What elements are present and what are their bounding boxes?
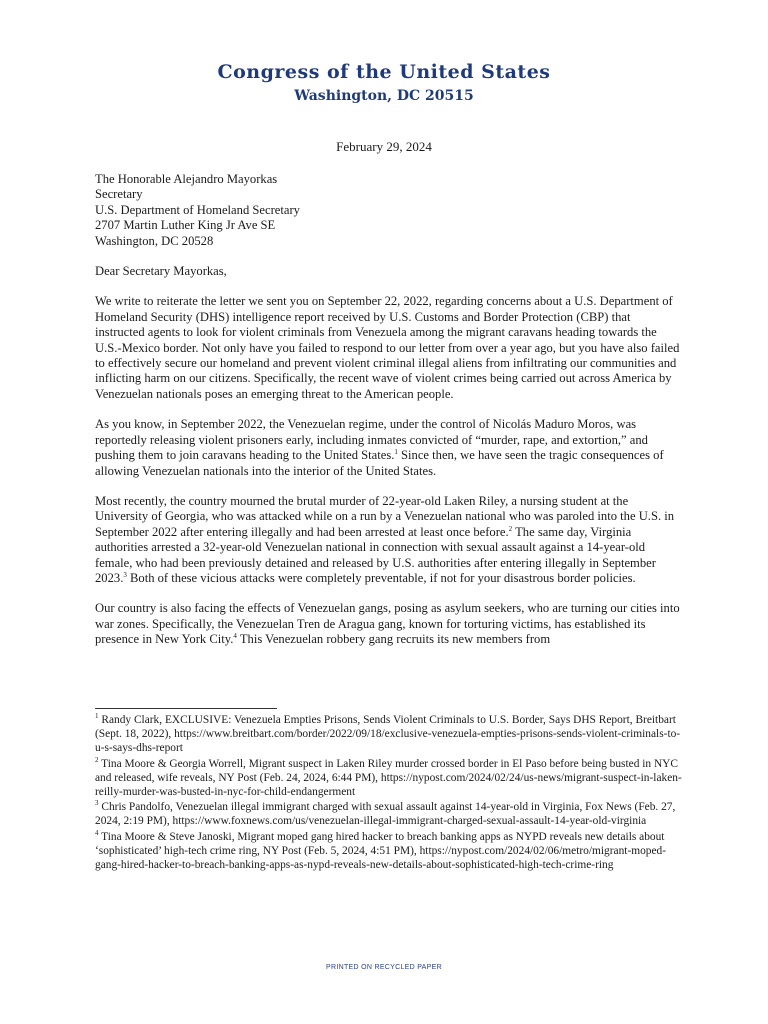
footnote-1 [95,713,685,756]
footnote-ref-1: 1 [394,447,398,456]
footnote-3 [95,800,685,828]
footnote-4 [95,830,685,873]
footnote-text: Randy Clark, EXCLUSIVE: Venezuela Empties Prisons, Sends Violent Criminals to U.S. Border, Says DHS Report, Breitbart (Sept. 18, 2022), https://www.breitbart.com/border/2022/09/18/exclusive-venezuela-empties-prisons-sends-violent-criminals-to-u-s-says-dhs-report [95,714,681,755]
footnote-number: 2 [95,755,99,764]
footnote-text: Tina Moore & Steve Janoski, Migrant moped gang hired hacker to breach banking apps as NYPD reveals new details about ‘sophisticated’ high-tech crime ring, NY Post (Feb. 5, 2024, 4:51 PM), https://nypost.com/2024/02/06/metro/migrant-moped-gang-hired-hacker-to-breach-banking-apps-as-nypd-reveals-new-details-about-sophisticated-high-tech-crime-ring [95,830,667,872]
recipient-department: U.S. Department of Homeland Secretary [95,202,300,217]
paragraph-3 [95,494,680,586]
paragraph-1: We write to reiterate the letter we sent you on September 22, 2022, regarding concerns about a U.S. Department of Homeland Security (DHS) intelligence report received by U.S. Customs and Border Protection (CBP) that instructed agents to look for violent criminals from Venezuela among the migrant caravans heading towards the U.S.-Mexico border. Not only have you failed to respond to our letter from over a year ago, but you have also failed to effectively secure our homeland and prevent violent criminal illegal aliens from infiltrating our communities and inflicting harm on our citizens. Specifically, the recent wave of violent crimes being carried out across America by Venezuelan nationals poses an emerging threat to the American people. [95,294,680,401]
footnote-text: Tina Moore & Georgia Worrell, Migrant suspect in Laken Riley murder crossed border in El Paso before being busted in NYC and released, wife reveals, NY Post (Feb. 24, 2024, 6:44 PM), https://nypost.com/2024/02/24/us-news/migrant-suspect-in-laken-reilly-murder-was-busted-in-nyc-for-child-endangerment [95,757,682,799]
paragraph-3-text-b: The same day, Virginia authorities arrested a 32-year-old Venezuelan national in connection with sexual assault against a 14-year-old female, who had been previously detained and released by U.S. authorities after entering illegally in September 2023. [95,524,656,585]
recipient-street: 2707 Martin Luther King Jr Ave SE [95,218,276,233]
letter-date: February 29, 2024 [336,139,432,154]
footnote-ref-3: 3 [123,570,127,579]
recipient-title: Secretary [95,187,143,202]
paragraph-4-text-a: Our country is also facing the effects of Venezuelan gangs, posing as asylum seekers, who are turning our cities into war zones. Specifically, the Venezuelan Tren de Aragua gang, known for torturing victims, has established its presence in New York City. [95,601,680,647]
footnote-number: 3 [95,799,99,808]
footnote-divider [95,708,277,709]
footnote-ref-2: 2 [508,524,513,533]
paragraph-3-text-c: Both of these vicious attacks were completely preventable, if not for your disastrous border policies. [126,570,636,585]
recycled-paper-notice: PRINTED ON RECYCLED PAPER [326,964,442,971]
footnote-number: 4 [95,828,99,837]
footnotes [95,713,685,873]
letterhead-title: Congress of the United States [217,61,551,83]
salutation: Dear Secretary Mayorkas, [95,264,227,279]
recipient-address [95,172,680,249]
paragraph-4 [95,601,680,647]
paragraph-3-text-a: Most recently, the country mourned the brutal murder of 22-year-old Laken Riley, a nursing student at the University of Georgia, who was attacked while on a run by a Venezuelan national who was paroled into the U.S. in September 2022 after entering illegally and had been arrested at least once before. [95,493,675,539]
letter-body [95,172,680,648]
letterhead-address: Washington, DC 20515 [294,88,474,104]
footnote-number: 1 [95,712,99,721]
paragraph-4-text-b: This Venezuelan robbery gang recruits its new members from [236,632,551,647]
footnote-text: Chris Pandolfo, Venezuelan illegal immigrant charged with sexual assault against 14-year-old in Virginia, Fox News (Feb. 27, 2024, 2:19 PM), https://www.foxnews.com/us/venezuelan-illegal-immigrant-charged-sexual-assault-14-year-old-virginia [95,801,676,828]
paragraph-2-text-a: As you know, in September 2022, the Venezuelan regime, under the control of Nicolás Maduro Moros, was reportedly releasing violent prisoners early, including inmates convicted of “murder, rape, and extortion,” and pushing them to join caravans heading to the United States. [95,417,648,463]
paragraph-2-text-b: Since then, we have seen the tragic consequences of allowing Venezuelan nationals into the interior of the United States. [95,448,664,478]
recipient-name: The Honorable Alejandro Mayorkas [95,172,278,186]
paragraph-2 [95,417,680,479]
recipient-city: Washington, DC 20528 [95,233,214,248]
footnote-2 [95,757,685,800]
footnote-ref-4: 4 [233,631,237,640]
letterhead [0,60,768,106]
